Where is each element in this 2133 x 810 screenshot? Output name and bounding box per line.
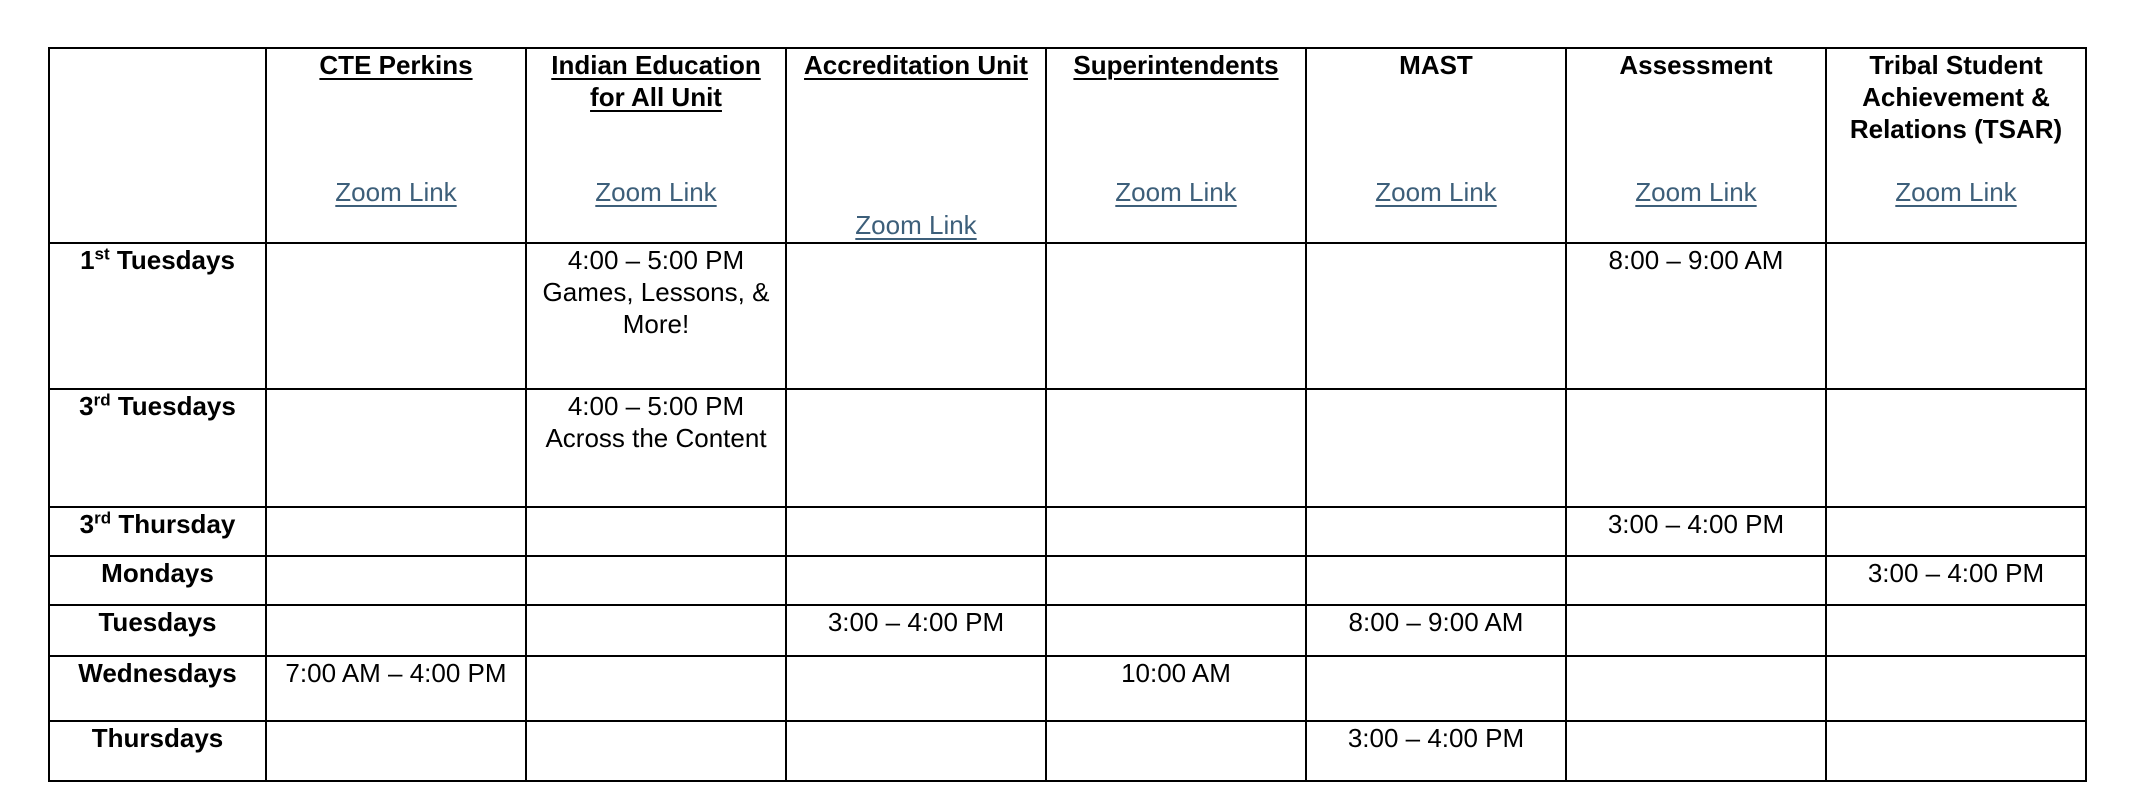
schedule-cell	[266, 605, 526, 656]
schedule-cell	[786, 556, 1046, 605]
schedule-cell	[266, 556, 526, 605]
zoom-link[interactable]: Zoom Link	[1375, 177, 1497, 207]
schedule-cell	[266, 721, 526, 781]
schedule-cell	[1566, 721, 1826, 781]
column-title: Assessment	[1619, 50, 1773, 80]
zoom-link[interactable]: Zoom Link	[1895, 177, 2017, 207]
zoom-link[interactable]: Zoom Link	[855, 210, 977, 240]
column-header-assessment	[1566, 48, 1826, 243]
schedule-cell	[1566, 389, 1826, 507]
schedule-cell	[526, 721, 786, 781]
schedule-cell	[1306, 389, 1566, 507]
schedule-row	[49, 389, 2086, 507]
schedule-cell	[526, 556, 786, 605]
schedule-cell	[786, 243, 1046, 389]
schedule-cell	[266, 507, 526, 556]
schedule-cell	[266, 389, 526, 507]
column-header-superintendents	[1046, 48, 1306, 243]
schedule-cell: 4:00 – 5:00 PM Games, Lessons, & More!	[526, 243, 786, 389]
column-title: Accreditation Unit	[804, 50, 1028, 80]
column-header-tsar	[1826, 48, 2086, 243]
schedule-cell	[266, 243, 526, 389]
corner-cell	[49, 48, 266, 243]
schedule-cell	[1046, 721, 1306, 781]
schedule-row	[49, 556, 2086, 605]
schedule-cell: 3:00 – 4:00 PM	[1566, 507, 1826, 556]
schedule-cell	[1046, 389, 1306, 507]
schedule-cell: 3:00 – 4:00 PM	[1306, 721, 1566, 781]
schedule-cell	[1566, 656, 1826, 721]
row-label: 1st Tuesdays	[49, 243, 266, 389]
schedule-row	[49, 605, 2086, 656]
row-label: 3rd Tuesdays	[49, 389, 266, 507]
schedule-cell	[786, 656, 1046, 721]
schedule-cell	[1826, 656, 2086, 721]
row-label: Wednesdays	[49, 656, 266, 721]
schedule-cell	[1826, 389, 2086, 507]
column-title: CTE Perkins	[319, 50, 473, 80]
schedule-cell	[526, 656, 786, 721]
zoom-link[interactable]: Zoom Link	[595, 177, 717, 207]
schedule-cell	[526, 605, 786, 656]
row-label: Thursdays	[49, 721, 266, 781]
column-title: MAST	[1399, 50, 1473, 80]
schedule-cell	[1826, 507, 2086, 556]
column-header-indian-education	[526, 48, 786, 243]
schedule-cell: 4:00 – 5:00 PM Across the Content	[526, 389, 786, 507]
column-title: Tribal Student Achievement & Relations (TSAR)	[1849, 50, 2063, 144]
schedule-cell: 3:00 – 4:00 PM	[786, 605, 1046, 656]
schedule-cell	[1046, 243, 1306, 389]
schedule-cell	[1306, 507, 1566, 556]
schedule-cell	[1826, 243, 2086, 389]
header-row	[49, 48, 2086, 243]
schedule-cell	[1046, 605, 1306, 656]
column-header-mast	[1306, 48, 1566, 243]
schedule-cell	[1046, 556, 1306, 605]
schedule-cell	[786, 389, 1046, 507]
schedule-row	[49, 721, 2086, 781]
schedule-cell	[1306, 243, 1566, 389]
schedule-cell	[1826, 721, 2086, 781]
schedule-cell: 10:00 AM	[1046, 656, 1306, 721]
schedule-cell	[1306, 656, 1566, 721]
row-label: Tuesdays	[49, 605, 266, 656]
schedule-cell	[1566, 556, 1826, 605]
schedule-row	[49, 243, 2086, 389]
meeting-schedule-table	[48, 47, 2087, 782]
schedule-cell	[786, 507, 1046, 556]
schedule-cell	[1566, 605, 1826, 656]
schedule-cell	[526, 507, 786, 556]
schedule-cell	[1826, 605, 2086, 656]
schedule-cell	[1306, 556, 1566, 605]
column-header-accreditation	[786, 48, 1046, 243]
schedule-row	[49, 507, 2086, 556]
schedule-cell: 8:00 – 9:00 AM	[1566, 243, 1826, 389]
column-title: Indian Education for All Unit	[551, 50, 761, 112]
schedule-cell	[786, 721, 1046, 781]
column-header-cte-perkins	[266, 48, 526, 243]
schedule-cell	[1046, 507, 1306, 556]
row-label: Mondays	[49, 556, 266, 605]
zoom-link[interactable]: Zoom Link	[335, 177, 457, 207]
column-title: Superintendents	[1073, 50, 1279, 80]
schedule-cell: 3:00 – 4:00 PM	[1826, 556, 2086, 605]
schedule-cell: 8:00 – 9:00 AM	[1306, 605, 1566, 656]
row-label: 3rd Thursday	[49, 507, 266, 556]
schedule-row	[49, 656, 2086, 721]
schedule-cell: 7:00 AM – 4:00 PM	[266, 656, 526, 721]
zoom-link[interactable]: Zoom Link	[1635, 177, 1757, 207]
zoom-link[interactable]: Zoom Link	[1115, 177, 1237, 207]
